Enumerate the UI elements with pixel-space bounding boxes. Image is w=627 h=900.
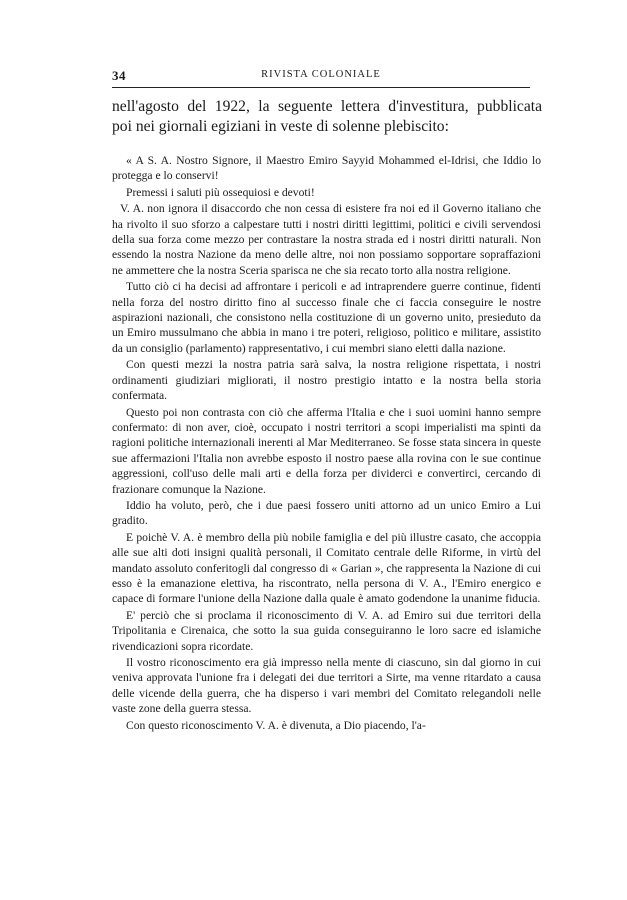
intro-line: nell'agosto del 1922, la seguente lettera d'investitura, pubblicata [112,98,542,115]
letter-paragraph: E' perciò che si proclama il riconoscimento di V. A. ad Emiro sui due territori della Tripolitania e Cirenaica, che sotto la sua guida conseguiranno le loro sacre ed islamiche rivendicazioni sopra ricordate. [112,608,541,653]
letter-paragraph: V. A. non ignora il disaccordo che non cessa di esistere fra noi ed il Governo italiano che ha rivolto il suo sforzo a calpestare tutti i nostri diritti legittimi, politici e civili servendosi della sua forza come mezzo per contrastare la nostra strada ed i nostri diritti naturali. Non essendo la nostra Nazione da meno delle altre, noi non possiamo sopportare sopraffazioni ne ammettere che la nostra Sceria sparisca ne che sia recato torto alla nostra religione. [112,202,541,277]
letter-paragraph: Il vostro riconoscimento era già impresso nella mente di ciascuno, sin dal giorno in cui veniva approvata l'unione fra i delegati dei due territori a Sirte, ma venne ritardato a causa delle vicende della guerra, che ha disperso i vari membri del Comitato relegandoli nelle vaste zone della guerra stessa. [112,656,541,716]
letter-salutation: « A S. A. Nostro Signore, il Maestro Emiro Sayyid Mohammed el-Idrisi, che Iddio lo protegga e lo conservi! [112,154,541,183]
page-header [112,68,530,88]
letter-paragraph: Iddio ha voluto, però, che i due paesi fossero uniti attorno ad un unico Emiro a Lui gradito. [112,498,541,528]
letter-paragraph: E poichè V. A. è membro della più nobile famiglia e del più illustre casato, che accoppia alle sue alti doti insigni qualità personali, il Comitato centrale delle Riforme, in virtù del mandato assoluto conferitogli dal congresso di « Garian », che rappresenta la Nazione di cui esso è la emanazione elettiva, ha riscontrato, nella persona di V. A., l'Emiro energico e capace di formare l'unione della Nazione dalla quale è amato godendone la unanime fiducia. [112,530,541,606]
running-title: RIVISTA COLONIALE [261,69,381,80]
letter-body [112,153,541,734]
letter-paragraph: Premessi i saluti più ossequiosi e devoti! [126,185,315,199]
letter-paragraph: Con questi mezzi la nostra patria sarà salva, la nostra religione rispettata, i nostri ordinamenti giudiziari migliorati, il nostro prestigio intatto e la nostra bella storia confermata. [112,358,541,403]
letter-paragraph: Tutto ciò ci ha decisi ad affrontare i pericoli e ad intraprendere guerre continue, fidenti nella forza del nostro diritto fino al successo finale che ci faccia conseguire le nostre aspirazioni nazionali, che consistono nella costituzione di un governo unito, presieduto da un Emiro mussulmano che abbia in mano i tre poteri, religioso, politico e militare, assistito da un consiglio (parlamento) rappresentativo, i cui membri siano eletti dalla nazione. [112,280,541,355]
intro-line: poi nei giornali egiziani in veste di solenne plebiscito: [112,118,449,135]
letter-paragraph: Questo poi non contrasta con ciò che afferma l'Italia e che i suoi uomini hanno sempre confermato: di non aver, cioè, occupato i nostri territori a scopi imperialisti ma spinti da ragioni politiche internazionali inerenti al Mar Mediterraneo. Se fosse stata sincera in queste sue affermazioni l'Italia non avrebbe esposto il nostro paese alla rovina con le sue continue aggressioni, coll'uso delle mali arti e della forza per dividerci e convertirci, cercando di frazionare comunque la Nazione. [112,405,541,496]
intro-text [112,97,542,137]
page-number: 34 [112,68,126,83]
letter-paragraph: Con questo riconoscimento V. A. è divenuta, a Dio piacendo, l'a- [126,718,426,732]
header-rule [112,87,530,88]
